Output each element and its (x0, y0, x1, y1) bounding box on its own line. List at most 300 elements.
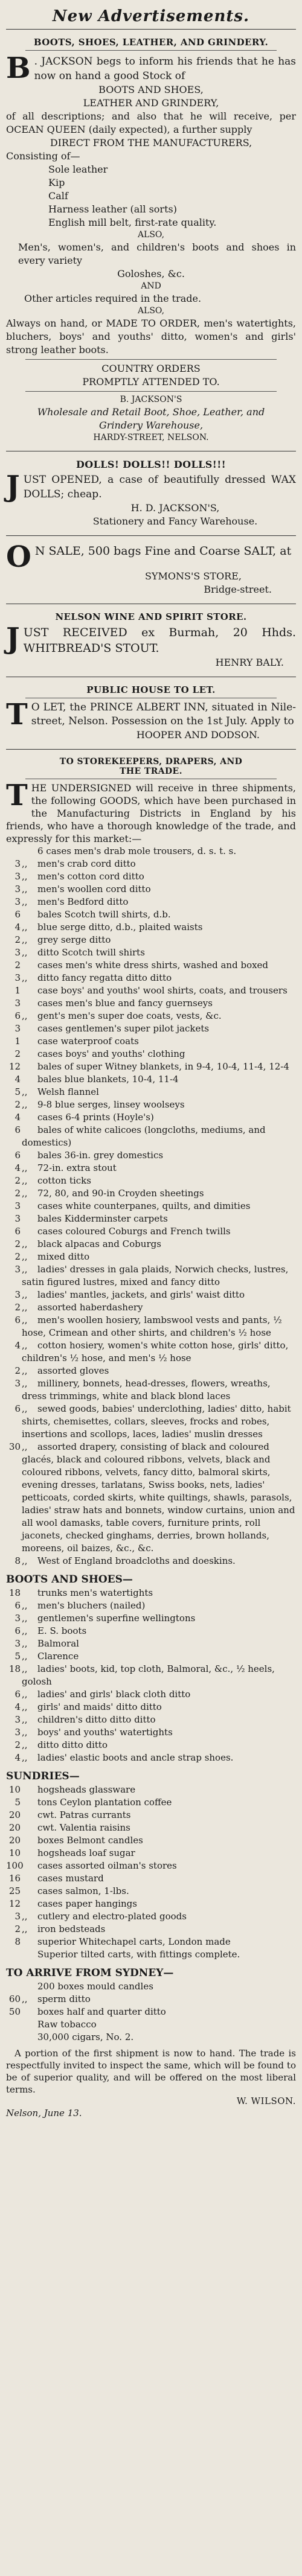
item-text: cases salmon, 1-lbs. (37, 1886, 129, 1896)
item-ditto-mark: ,, (22, 1251, 28, 1262)
stock-line: BOOTS AND SHOES, (98, 84, 204, 95)
item-ditto-mark: ,, (22, 1752, 28, 1763)
item-text: cotton hosiery, women's white cotton hose, girls' ditto, children's ½ hose, and men's ½ hose (22, 1340, 289, 1363)
list-item (6, 1948, 296, 1961)
list-item (6, 1111, 296, 1124)
item-quantity: 3 (14, 1378, 21, 1389)
divider (25, 50, 277, 51)
item-text: men's bluchers (nailed) (37, 1600, 146, 1611)
item-quantity: 6 (14, 1124, 21, 1135)
drop-cap: T (6, 779, 28, 812)
list-item (6, 1860, 296, 1872)
item-quantity: 2 (14, 1251, 21, 1262)
list-item (6, 1086, 296, 1098)
ad-text: UST OPENED, a case of beautifully dressed WAX DOLLS; cheap. (23, 474, 296, 500)
item-text: cases white counterpanes, quilts, and dimities (37, 1200, 251, 1211)
signature: HOOPER AND DODSON. (136, 729, 260, 741)
item-text: trunks men's watertights (37, 1587, 153, 1598)
item-quantity: 50 (8, 2006, 21, 2017)
list-item (6, 1048, 296, 1060)
item-quantity: 4 (14, 1074, 21, 1085)
list-item (6, 1238, 296, 1251)
item-quantity: 12 (8, 1898, 21, 1909)
item-quantity: 18 (8, 1587, 21, 1598)
item-ditto-mark: ,, (22, 1264, 28, 1275)
item-ditto-mark: ,, (22, 972, 28, 983)
list-item (6, 1898, 296, 1910)
list-item (6, 1213, 296, 1225)
item-ditto-mark: ,, (22, 1441, 28, 1452)
list-item: Calf (48, 190, 68, 202)
list-item (6, 934, 296, 946)
item-text: gentlemen's superfine wellingtons (37, 1613, 196, 1624)
item-ditto-mark: ,, (22, 1689, 28, 1700)
item-ditto-mark: ,, (22, 922, 28, 933)
signature: B. JACKSON'S (120, 395, 182, 404)
item-quantity: 3 (14, 972, 21, 983)
list-item (6, 858, 296, 870)
item-quantity: 2 (14, 934, 21, 945)
item-quantity: 16 (8, 1873, 21, 1884)
item-ditto-mark: ,, (22, 1239, 28, 1249)
ad-heading: THE TRADE. (120, 767, 182, 776)
list-item: Kip (48, 177, 65, 188)
item-text: 9-8 blue serges, linsey woolseys (37, 1099, 185, 1110)
item-ditto-mark: ,, (22, 1289, 28, 1300)
leather-list (6, 163, 296, 229)
item-text: bales of white calicoes (longcloths, mediums, and domestics) (22, 1124, 266, 1148)
item-text: ladies' dresses in gala plaids, Norwich checks, lustres, satin figured lustres, mixed and fancy ditto (22, 1264, 289, 1287)
item-text: ladies' mantles, jackets, and girls' waist ditto (37, 1289, 245, 1300)
list-item (6, 1809, 296, 1822)
item-text: blue serge ditto, d.b., plaited waists (37, 922, 203, 933)
item-text: cases boys' and youths' clothing (37, 1048, 185, 1059)
list-item (6, 1650, 296, 1663)
item-text: children's ditto ditto ditto (37, 1714, 156, 1725)
also-label: ALSO, (137, 230, 165, 240)
item-quantity: 3 (14, 1213, 21, 1224)
item-quantity: 2 (14, 1924, 21, 1934)
item-text: Balmoral (37, 1638, 79, 1649)
list-item (6, 1625, 296, 1637)
item-quantity: 60 (8, 1994, 21, 2004)
ad-intro-text: . JACKSON begs to inform his friends that he has now on hand a good Stock of (34, 56, 296, 82)
drop-cap: O (6, 540, 31, 574)
item-quantity: 3 (14, 998, 21, 1009)
list-item (6, 1251, 296, 1263)
list-item (6, 1365, 296, 1377)
item-quantity: 2 (14, 1365, 21, 1376)
item-quantity: 6 (14, 1226, 21, 1237)
list-item (6, 1073, 296, 1086)
list-item (6, 959, 296, 972)
item-ditto-mark: ,, (22, 947, 28, 958)
stock-line: DIRECT FROM THE MANUFACTURERS, (50, 137, 252, 148)
signature: H. D. JACKSON'S, (130, 502, 220, 514)
sundries-list (6, 1784, 296, 1961)
item-ditto-mark: ,, (22, 884, 28, 894)
item-text: cutlery and electro-plated goods (37, 1911, 187, 1922)
item-ditto-mark: ,, (22, 1175, 28, 1186)
item-text: men's woollen cord ditto (37, 884, 151, 894)
boots-list (6, 1587, 296, 1764)
item-quantity: 2 (14, 1175, 21, 1186)
item-ditto-mark: ,, (22, 934, 28, 945)
item-ditto-mark: ,, (22, 1625, 28, 1636)
list-item (6, 1060, 296, 1073)
item-text: iron bedsteads (37, 1924, 106, 1934)
item-text: Welsh flannel (37, 1086, 99, 1097)
list-item (6, 1923, 296, 1936)
signature: SYMONS'S STORE, (145, 570, 242, 582)
list-item (6, 1200, 296, 1213)
item-text: men's cotton cord ditto (37, 871, 144, 882)
item-ditto-mark: ,, (22, 1378, 28, 1389)
item-ditto-mark: ,, (22, 1162, 28, 1173)
item-quantity: 30 (8, 1441, 21, 1452)
item-quantity: 4 (14, 922, 21, 933)
list-item (6, 1377, 296, 1403)
section-title: SUNDRIES— (6, 1770, 80, 1782)
ad-wine (6, 611, 296, 669)
item-quantity: 3 (14, 871, 21, 882)
list-item (6, 1175, 296, 1187)
divider (6, 29, 296, 30)
item-quantity: 6 (14, 909, 21, 920)
list-item (6, 1847, 296, 1860)
goods-list (6, 845, 296, 1567)
list-item (6, 1701, 296, 1714)
item-quantity: 20 (8, 1822, 21, 1833)
item-ditto-mark: ,, (22, 1663, 28, 1674)
item-ditto-mark: ,, (22, 1403, 28, 1414)
item-text: cases assorted oilman's stores (37, 1860, 177, 1871)
list-intro: Consisting of— (6, 150, 80, 162)
item-text: black alpacas and Coburgs (37, 1239, 161, 1249)
list-item (6, 1187, 296, 1200)
also-label: ALSO, (137, 306, 165, 316)
item-quantity: 3 (14, 1023, 21, 1034)
list-item (6, 1796, 296, 1809)
item-quantity: 20 (8, 1809, 21, 1820)
item-ditto-mark: ,, (22, 1555, 28, 1566)
item-quantity: 2 (14, 1048, 21, 1059)
list-item (6, 1263, 296, 1289)
list-item (6, 1441, 296, 1555)
item-ditto-mark: ,, (22, 1340, 28, 1351)
item-quantity: 6 (14, 1403, 21, 1414)
ad-heading: TO STOREKEEPERS, DRAPERS, AND (59, 757, 243, 767)
divider (6, 535, 296, 536)
item-quantity: 6 (14, 1600, 21, 1611)
item-text: Raw tobacco (37, 2019, 97, 2030)
signature: HENRY BALY. (215, 657, 284, 668)
item-ditto-mark: ,, (22, 1638, 28, 1649)
list-item (6, 1936, 296, 1948)
item-quantity: 4 (14, 1340, 21, 1351)
item-quantity: 6 (14, 1150, 21, 1161)
item-quantity: 100 (6, 1860, 24, 1871)
list-item (6, 1739, 296, 1752)
item-text: cases paper hangings (37, 1898, 137, 1909)
item-quantity: 3 (14, 1727, 21, 1738)
ad-intro (6, 51, 296, 85)
list-item (6, 1980, 296, 1993)
item-text: mixed ditto (37, 1251, 90, 1262)
item-quantity: 4 (14, 1162, 21, 1173)
list-item (6, 1714, 296, 1726)
item-text: ladies' and girls' black cloth ditto (37, 1689, 191, 1700)
list-item (6, 1403, 296, 1441)
section-title: TO ARRIVE FROM SYDNEY— (6, 1967, 174, 1979)
item-text: 30,000 cigars, No. 2. (37, 2032, 134, 2042)
divider (6, 749, 296, 750)
item-ditto-mark: ,, (22, 1651, 28, 1662)
divider (25, 359, 277, 360)
item-quantity: 4 (14, 1112, 21, 1123)
section-title: BOOTS AND SHOES— (6, 1573, 133, 1586)
item-text: ditto Scotch twill shirts (37, 947, 145, 958)
list-item (6, 1314, 296, 1339)
list-item (6, 2018, 296, 2031)
country-orders: PROMPTLY ATTENDED TO. (82, 376, 220, 387)
list-item (6, 1822, 296, 1834)
country-orders: COUNTRY ORDERS (101, 363, 201, 374)
drop-cap: T (6, 698, 28, 732)
item-quantity: 20 (8, 1835, 21, 1846)
item-text: boys' and youths' watertights (37, 1727, 173, 1738)
item-ditto-mark: ,, (22, 1701, 28, 1712)
item-quantity: 25 (8, 1886, 21, 1896)
list-item (6, 997, 296, 1010)
item-quantity: 18 (8, 1663, 21, 1674)
item-text: sperm ditto (37, 1994, 91, 2004)
ad-text: Men's, women's, and children's boots and shoes in every variety (18, 241, 296, 266)
item-quantity: 3 (14, 947, 21, 958)
item-text: cotton ticks (37, 1175, 91, 1186)
item-ditto-mark: ,, (22, 1315, 28, 1325)
item-text: Clarence (37, 1651, 79, 1662)
item-text: 72, 80, and 90-in Croyden sheetings (37, 1188, 204, 1199)
list-item (6, 1910, 296, 1923)
ad-heading: BOOTS, SHOES, LEATHER, AND GRINDERY. (33, 37, 269, 48)
item-quantity: 10 (8, 1784, 21, 1795)
date: Nelson, June 13. (6, 2108, 82, 2119)
list-item (6, 845, 296, 858)
item-ditto-mark: ,, (22, 1188, 28, 1199)
item-quantity: 6 (14, 1315, 21, 1325)
item-text: superior Whitechapel carts, London made (37, 1936, 231, 1947)
list-item (6, 1225, 296, 1238)
list-item (6, 1834, 296, 1847)
item-quantity: 5 (14, 1797, 21, 1808)
item-text: cases gentlemen's super pilot jackets (37, 1023, 210, 1034)
item-text: bales of super Witney blankets, in 9-4, 10-4, 11-4, 12-4 (37, 1061, 289, 1072)
item-text: case boys' and youths' wool shirts, coats, and trousers (37, 985, 288, 996)
item-ditto-mark: ,, (22, 1099, 28, 1110)
and-label: AND (141, 281, 161, 291)
item-text: cases men's white dress shirts, washed and boxed (37, 960, 269, 971)
item-quantity: 6 (14, 1689, 21, 1700)
item-text: men's Bedford ditto (37, 896, 129, 907)
ad-text: Always on hand, or MADE TO ORDER, men's watertights, bluchers, boys' and youths' ditto, women's and girls' strong leather boots. (6, 317, 296, 355)
list-item: Harness leather (all sorts) (48, 203, 177, 215)
ad-text: UST RECEIVED ex Burmah, 20 Hhds. WHITBREAD'S STOUT. (23, 626, 296, 655)
item-text: 6 cases men's drab mole trousers, d. s. t. s. (37, 846, 237, 856)
item-ditto-mark: ,, (22, 1600, 28, 1611)
item-quantity: 3 (14, 1613, 21, 1624)
item-quantity: 10 (8, 1848, 21, 1858)
item-quantity: 3 (14, 1911, 21, 1922)
item-text: gent's men's super doe coats, vests, &c. (37, 1010, 222, 1021)
list-item (6, 1885, 296, 1898)
item-quantity: 3 (14, 1200, 21, 1211)
item-quantity: 1 (14, 1036, 21, 1047)
item-text: cwt. Valentia raisins (37, 1822, 130, 1833)
item-text: hogsheads loaf sugar (37, 1848, 135, 1858)
list-item (6, 1599, 296, 1612)
item-text: assorted drapery, consisting of black and coloured glacés, black and coloured ribbons, velvets, black and coloured ribbons, velvets, fancy ditto, balmoral skirts, evening dresses, tarlatans, Swiss books, nets, ladies' petticoats, corded skirts, white quiltings, shawls, parasols, ladies' straw hats and bonnets, window curtains, union and all wool damasks, table covers, furniture prints, roll jaconets, checked ginghams, derries, brown hollands, moreens, oil baizes, &c., &c. (22, 1441, 295, 1554)
item-text: bales Kidderminster carpets (37, 1213, 168, 1224)
item-quantity: 2 (14, 1739, 21, 1750)
list-item (6, 1726, 296, 1739)
item-text: 200 boxes mould candles (37, 1981, 153, 1992)
item-quantity: 3 (14, 896, 21, 907)
item-quantity: 3 (14, 1638, 21, 1649)
item-quantity: 12 (8, 1061, 21, 1072)
item-text: hogsheads glassware (37, 1784, 136, 1795)
list-item (6, 1022, 296, 1035)
item-text: ladies' elastic boots and ancle strap shoes. (37, 1752, 234, 1763)
ad-heading: DOLLS! DOLLS!! DOLLS!!! (76, 459, 226, 470)
item-text: boxes Belmont candles (37, 1835, 143, 1846)
list-item (6, 1587, 296, 1599)
list-item (6, 972, 296, 984)
drop-cap: J (6, 622, 20, 655)
item-text: ditto ditto ditto (37, 1739, 108, 1750)
ad-salt (6, 540, 296, 596)
list-item (6, 1993, 296, 2006)
list-item (6, 1339, 296, 1365)
ad-public-house (6, 684, 296, 742)
item-text: tons Ceylon plantation coffee (37, 1797, 172, 1808)
list-item (6, 1784, 296, 1796)
item-text: assorted gloves (37, 1365, 109, 1376)
list-item (6, 1162, 296, 1175)
list-item (6, 1149, 296, 1162)
item-ditto-mark: ,, (22, 1714, 28, 1725)
item-text: men's crab cord ditto (37, 858, 136, 869)
item-ditto-mark: ,, (22, 1010, 28, 1021)
item-quantity: 3 (14, 884, 21, 894)
list-item (6, 1663, 296, 1688)
item-quantity: 2 (14, 1302, 21, 1313)
drop-cap: J (6, 470, 20, 503)
item-quantity: 2 (14, 960, 21, 971)
item-quantity: 8 (14, 1555, 21, 1566)
list-item (6, 1872, 296, 1885)
item-quantity: 1 (14, 985, 21, 996)
item-quantity: 5 (14, 1651, 21, 1662)
item-text: girls' and maids' ditto ditto (37, 1701, 162, 1712)
item-text: West of England broadcloths and doeskins. (37, 1555, 236, 1566)
item-text: 72-in. extra stout (37, 1162, 117, 1173)
list-item (6, 896, 296, 908)
item-quantity: 3 (14, 858, 21, 869)
signature: Stationery and Fancy Warehouse. (92, 515, 258, 527)
ad-text: Goloshes, &c. (117, 268, 185, 279)
item-ditto-mark: ,, (22, 1727, 28, 1738)
item-quantity: 3 (14, 1289, 21, 1300)
item-text: cases mustard (37, 1873, 104, 1884)
list-item: Sole leather (48, 164, 108, 175)
ad-dolls (6, 459, 296, 528)
list-item (6, 883, 296, 896)
item-quantity: 8 (14, 1936, 21, 1947)
item-ditto-mark: ,, (22, 1924, 28, 1934)
list-item (6, 2031, 296, 2044)
list-item (6, 2006, 296, 2018)
list-item (6, 908, 296, 921)
item-ditto-mark: ,, (22, 1739, 28, 1750)
item-quantity: 2 (14, 1239, 21, 1249)
list-item (6, 1124, 296, 1149)
item-quantity: 3 (14, 1714, 21, 1725)
item-text: millinery, bonnets, head-dresses, flowers, wreaths, dress trimmings, white and black blond laces (22, 1378, 271, 1401)
sydney-list (6, 1980, 296, 2044)
ad-text: O LET, the PRINCE ALBERT INN, situated in Nile-street, Nelson. Possession on the 1st July. Apply to (31, 701, 296, 727)
item-text: Superior tilted carts, with fittings complete. (37, 1949, 240, 1960)
item-ditto-mark: ,, (22, 858, 28, 869)
ad-wilson (6, 757, 296, 2119)
item-ditto-mark: ,, (22, 896, 28, 907)
item-ditto-mark: ,, (22, 1302, 28, 1313)
ad-text: Other articles required in the trade. (24, 293, 202, 304)
item-text: boxes half and quarter ditto (37, 2006, 166, 2017)
list-item (6, 984, 296, 997)
list-item (6, 1555, 296, 1567)
item-text: case waterproof coats (37, 1036, 139, 1047)
masthead: New Advertisements. (52, 7, 250, 25)
ad-intro-text: HE UNDERSIGNED will receive in three shipments, the following GOODS, which have been purchased in the Manufacturing Districts in England by his friends, who have a thorough knowledge of the trade, and expressly for this market:— (6, 782, 296, 844)
item-quantity: 4 (14, 1701, 21, 1712)
list-item (6, 1637, 296, 1650)
item-text: bales Scotch twill shirts, d.b. (37, 909, 171, 920)
list-item (6, 1010, 296, 1022)
item-text: sewed goods, babies' underclothing, ladies' ditto, habit shirts, chemisettes, collars, sleeves, frocks and robes, insertions and scollops, laces, ladies' muslin dresses (22, 1403, 291, 1439)
list-item (6, 1098, 296, 1111)
ad-text: N SALE, 500 bags Fine and Coarse SALT, at (34, 544, 292, 558)
item-text: bales 36-in. grey domestics (37, 1150, 164, 1161)
item-text: cases men's blue and fancy guernseys (37, 998, 213, 1009)
item-ditto-mark: ,, (22, 1911, 28, 1922)
list-item (6, 921, 296, 934)
item-ditto-mark: ,, (22, 1613, 28, 1624)
list-item (6, 1035, 296, 1048)
item-text: bales blue blankets, 10-4, 11-4 (37, 1074, 179, 1085)
item-text: cwt. Patras currants (37, 1809, 131, 1820)
item-text: assorted haberdashery (37, 1302, 143, 1313)
address: HARDY-STREET, NELSON. (93, 433, 209, 442)
list-item (6, 1612, 296, 1625)
item-text: cases coloured Coburgs and French twills (37, 1226, 231, 1237)
item-ditto-mark: ,, (22, 871, 28, 882)
item-text: cases 6-4 prints (Hoyle's) (37, 1112, 154, 1123)
list-item (6, 870, 296, 883)
item-ditto-mark: ,, (22, 1086, 28, 1097)
item-ditto-mark: ,, (22, 1994, 28, 2004)
address: Bridge-street. (204, 584, 272, 595)
